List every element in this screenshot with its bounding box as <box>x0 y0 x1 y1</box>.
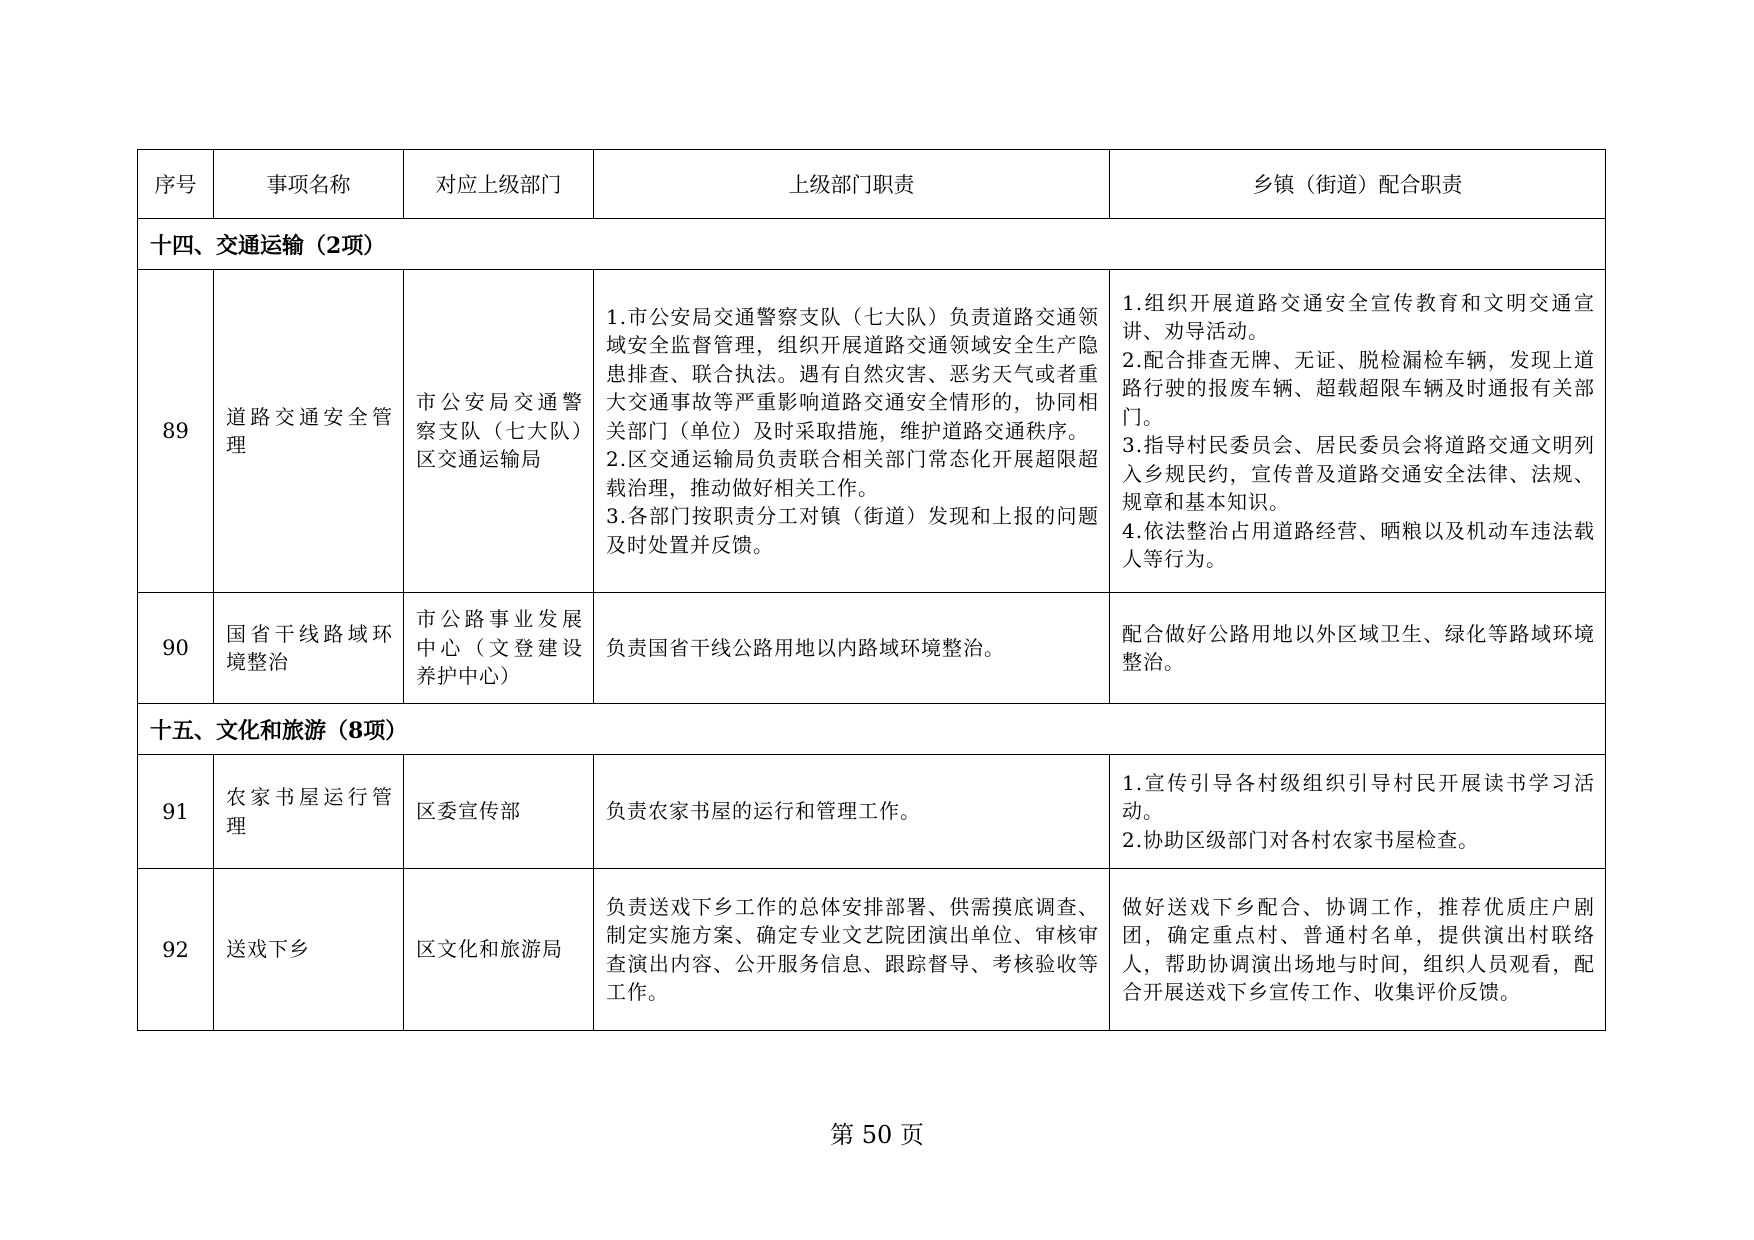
row-coop <box>1110 593 1606 704</box>
row-dept: 区委宣传部 <box>404 755 594 869</box>
header-coop: 乡镇（街道）配合职责 <box>1110 150 1606 219</box>
duty-line: 2.区交通运输局负责联合相关部门常态化开展超限超载治理，推动做好相关工作。 <box>606 447 1099 500</box>
coop-line: 1.宣传引导各村级组织引导村民开展读书学习活动。 <box>1122 770 1595 824</box>
table-row <box>138 869 1606 1031</box>
row-no: 91 <box>138 755 214 869</box>
header-duty: 上级部门职责 <box>594 150 1110 219</box>
row-coop <box>1110 869 1606 1031</box>
header-item-name: 事项名称 <box>214 150 404 219</box>
coop-line: 配合做好公路用地以外区域卫生、绿化等路域环境整治。 <box>1122 621 1595 674</box>
row-item-name: 送戏下乡 <box>214 869 404 1031</box>
table-row <box>138 270 1606 593</box>
header-row <box>138 150 1606 219</box>
section-row <box>138 219 1606 270</box>
page-number: 第 50 页 <box>830 1121 924 1149</box>
row-coop <box>1110 270 1606 593</box>
header-no: 序号 <box>138 150 214 219</box>
duty-line: 负责送戏下乡工作的总体安排部署、供需摸底调查、制定实施方案、确定专业文艺院团演出单位、审核审查演出内容、公开服务信息、跟踪督导、考核验收等工作。 <box>606 894 1099 1004</box>
header-dept: 对应上级部门 <box>404 150 594 219</box>
row-dept: 市公安局交通警察支队（七大队）区交通运输局 <box>404 270 594 593</box>
section-title: 十四、交通运输（2项） <box>138 219 1606 270</box>
row-duty <box>594 593 1110 704</box>
row-item-name: 农家书屋运行管理 <box>214 755 404 869</box>
row-duty <box>594 755 1110 869</box>
row-coop <box>1110 755 1606 869</box>
row-no: 92 <box>138 869 214 1031</box>
row-dept: 区文化和旅游局 <box>404 869 594 1031</box>
coop-line: 3.指导村民委员会、居民委员会将道路交通文明列入乡规民约，宣传普及道路交通安全法律、法规、规章和基本知识。 <box>1122 433 1595 514</box>
duty-line: 3.各部门按职责分工对镇（街道）发现和上报的问题及时处置并反馈。 <box>606 504 1099 557</box>
coop-line: 做好送戏下乡配合、协调工作，推荐优质庄户剧团，确定重点村、普通村名单，提供演出村联络人，帮助协调演出场地与时间，组织人员观看，配合开展送戏下乡宣传工作、收集评价反馈。 <box>1122 894 1595 1004</box>
duty-line: 负责国省干线公路用地以内路域环境整治。 <box>606 635 1005 660</box>
table-row <box>138 755 1606 869</box>
table-row <box>138 593 1606 704</box>
coop-line: 4.依法整治占用道路经营、晒粮以及机动车违法载人等行为。 <box>1122 518 1595 571</box>
duty-line: 负责农家书屋的运行和管理工作。 <box>606 799 921 824</box>
row-dept: 市公路事业发展中心（文登建设养护中心） <box>404 593 594 704</box>
row-no: 90 <box>138 593 214 704</box>
duty-line: 1.市公安局交通警察支队（七大队）负责道路交通领域安全监督管理，组织开展道路交通领域安全生产隐患排查、联合执法。遇有自然灾害、恶劣天气或者重大交通事故等严重影响道路交通安全情形的，协同相关部门（单位）及时采取措施，维护道路交通秩序。 <box>606 304 1099 443</box>
row-item-name: 道路交通安全管理 <box>214 270 404 593</box>
row-item-name: 国省干线路域环境整治 <box>214 593 404 704</box>
section-row <box>138 704 1606 755</box>
responsibility-table <box>137 149 1606 1031</box>
row-duty <box>594 270 1110 593</box>
section-title: 十五、文化和旅游（8项） <box>138 704 1606 755</box>
coop-line: 2.协助区级部门对各村农家书屋检查。 <box>1122 827 1480 852</box>
row-no: 89 <box>138 270 214 593</box>
row-duty <box>594 869 1110 1031</box>
coop-line: 1.组织开展道路交通安全宣传教育和文明交通宣讲、劝导活动。 <box>1122 290 1595 343</box>
coop-line: 2.配合排查无牌、无证、脱检漏检车辆，发现上道路行驶的报废车辆、超载超限车辆及时通报有关部门。 <box>1122 347 1595 429</box>
